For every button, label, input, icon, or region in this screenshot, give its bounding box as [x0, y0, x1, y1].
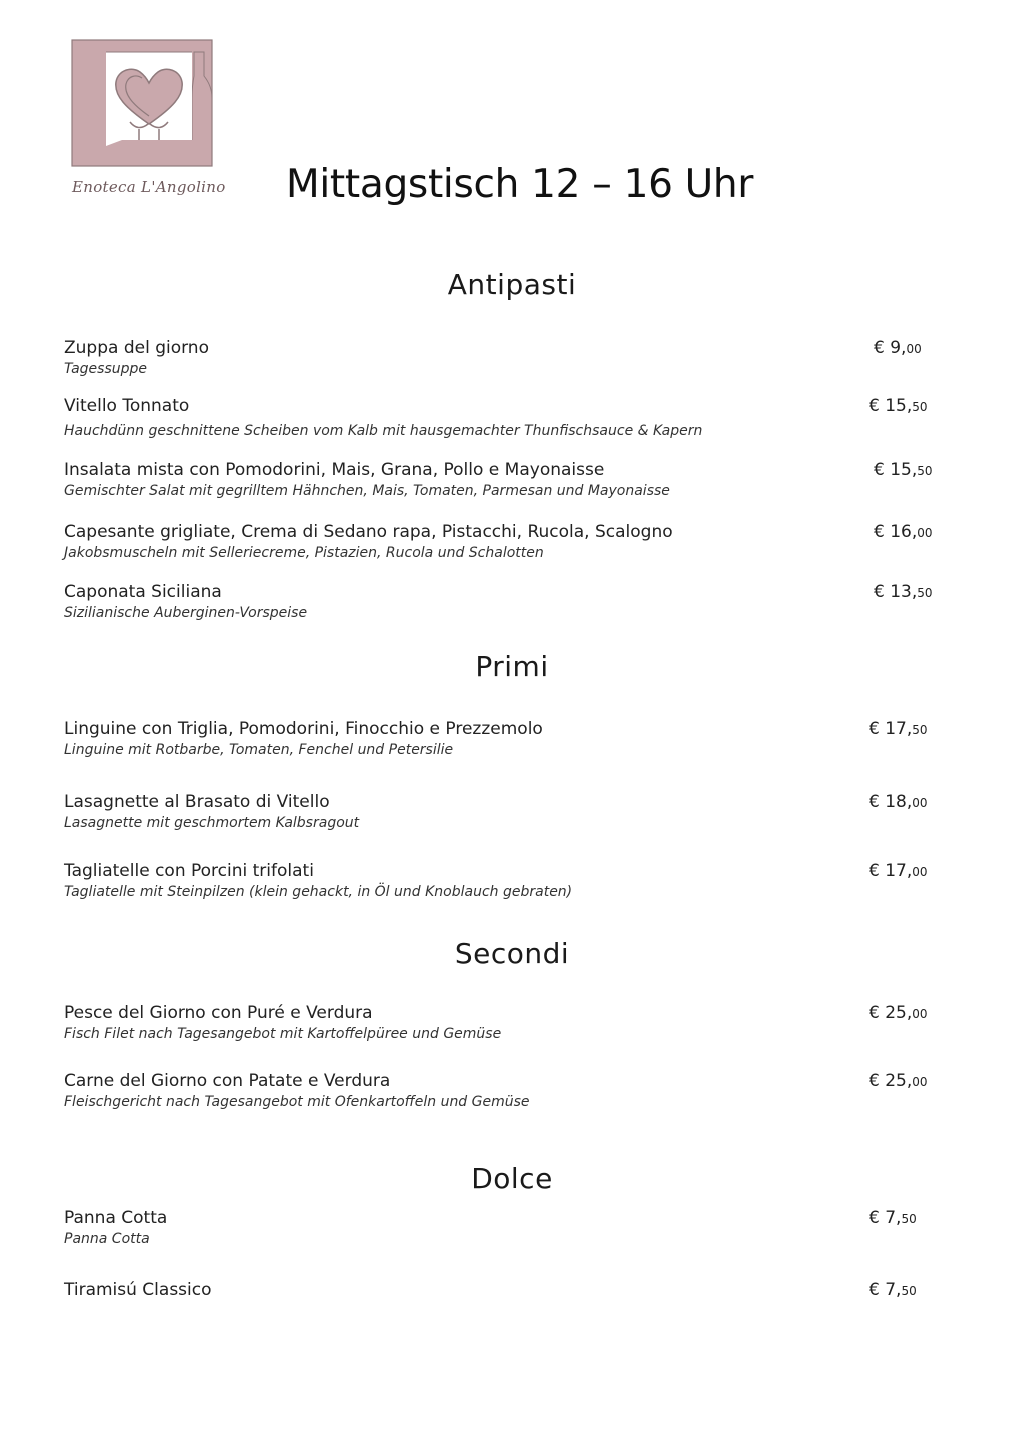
item-name: Panna Cotta	[64, 1208, 168, 1228]
section-title-antipasti: Antipasti	[447, 268, 577, 301]
item-description: Lasagnette mit geschmortem Kalbsragout	[64, 815, 360, 831]
item-description: Panna Cotta	[64, 1231, 150, 1247]
item-name: Lasagnette al Brasato di Vitello	[64, 792, 330, 812]
item-price: € 15,50	[874, 460, 933, 480]
section-title-secondi: Secondi	[454, 937, 570, 970]
item-price: € 13,50	[874, 582, 933, 602]
item-price: € 7,50	[869, 1280, 917, 1300]
item-name: Tiramisú Classico	[64, 1280, 212, 1300]
menu-item	[64, 521, 944, 563]
item-description: Hauchdünn geschnittene Scheiben vom Kalb mit hausgemachter Thunfischsauce & Kapern	[64, 423, 703, 439]
item-description: Gemischter Salat mit gegrilltem Hähnchen, Mais, Tomaten, Parmesan und Mayonaisse	[64, 483, 670, 499]
menu-item	[64, 337, 944, 379]
menu-item	[64, 1279, 944, 1301]
menu-item	[64, 718, 944, 760]
item-price: € 25,00	[869, 1071, 928, 1091]
item-name: Insalata mista con Pomodorini, Mais, Grana, Pollo e Mayonaisse	[64, 460, 605, 480]
menu-item	[64, 1070, 944, 1112]
menu-item	[64, 581, 944, 623]
item-name: Caponata Siciliana	[64, 582, 222, 602]
item-price: € 25,00	[869, 1003, 928, 1023]
item-description: Fisch Filet nach Tagesangebot mit Kartoffelpüree und Gemüse	[64, 1026, 502, 1042]
item-price: € 17,50	[869, 719, 928, 739]
menu-item	[64, 791, 944, 833]
menu-item	[64, 395, 944, 441]
menu-item	[64, 1207, 944, 1249]
page-title: Mittagstisch 12 – 16 Uhr	[286, 162, 754, 207]
item-name: Vitello Tonnato	[64, 396, 190, 416]
item-price: € 16,00	[874, 522, 933, 542]
item-name: Pesce del Giorno con Puré e Verdura	[64, 1003, 373, 1023]
item-name: Carne del Giorno con Patate e Verdura	[64, 1071, 391, 1091]
item-name: Capesante grigliate, Crema di Sedano rapa, Pistacchi, Rucola, Scalogno	[64, 522, 673, 542]
item-description: Tagliatelle mit Steinpilzen (klein gehackt, in Öl und Knoblauch gebraten)	[64, 884, 573, 900]
menu-item	[64, 860, 944, 902]
item-name: Linguine con Triglia, Pomodorini, Finocchio e Prezzemolo	[64, 719, 543, 739]
item-description: Tagessuppe	[64, 361, 148, 377]
menu-item	[64, 1002, 944, 1044]
section-title-dolce: Dolce	[471, 1162, 553, 1195]
section-title-primi: Primi	[475, 650, 549, 683]
item-price: € 17,00	[869, 861, 928, 881]
item-price: € 18,00	[869, 792, 928, 812]
item-price: € 15,50	[869, 396, 928, 416]
item-description: Fleischgericht nach Tagesangebot mit Ofenkartoffeln und Gemüse	[64, 1094, 530, 1110]
item-description: Jakobsmuscheln mit Selleriecreme, Pistazien, Rucola und Schalotten	[64, 545, 544, 561]
menu-item	[64, 459, 944, 501]
item-description: Linguine mit Rotbarbe, Tomaten, Fenchel und Petersilie	[64, 742, 454, 758]
item-name: Zuppa del giorno	[64, 338, 209, 358]
brand-name: Enoteca L'Angolino	[72, 178, 226, 196]
item-price: € 7,50	[869, 1208, 917, 1228]
item-name: Tagliatelle con Porcini trifolati	[64, 861, 314, 881]
item-description: Sizilianische Auberginen-Vorspeise	[64, 605, 308, 621]
item-price: € 9,00	[874, 338, 922, 358]
